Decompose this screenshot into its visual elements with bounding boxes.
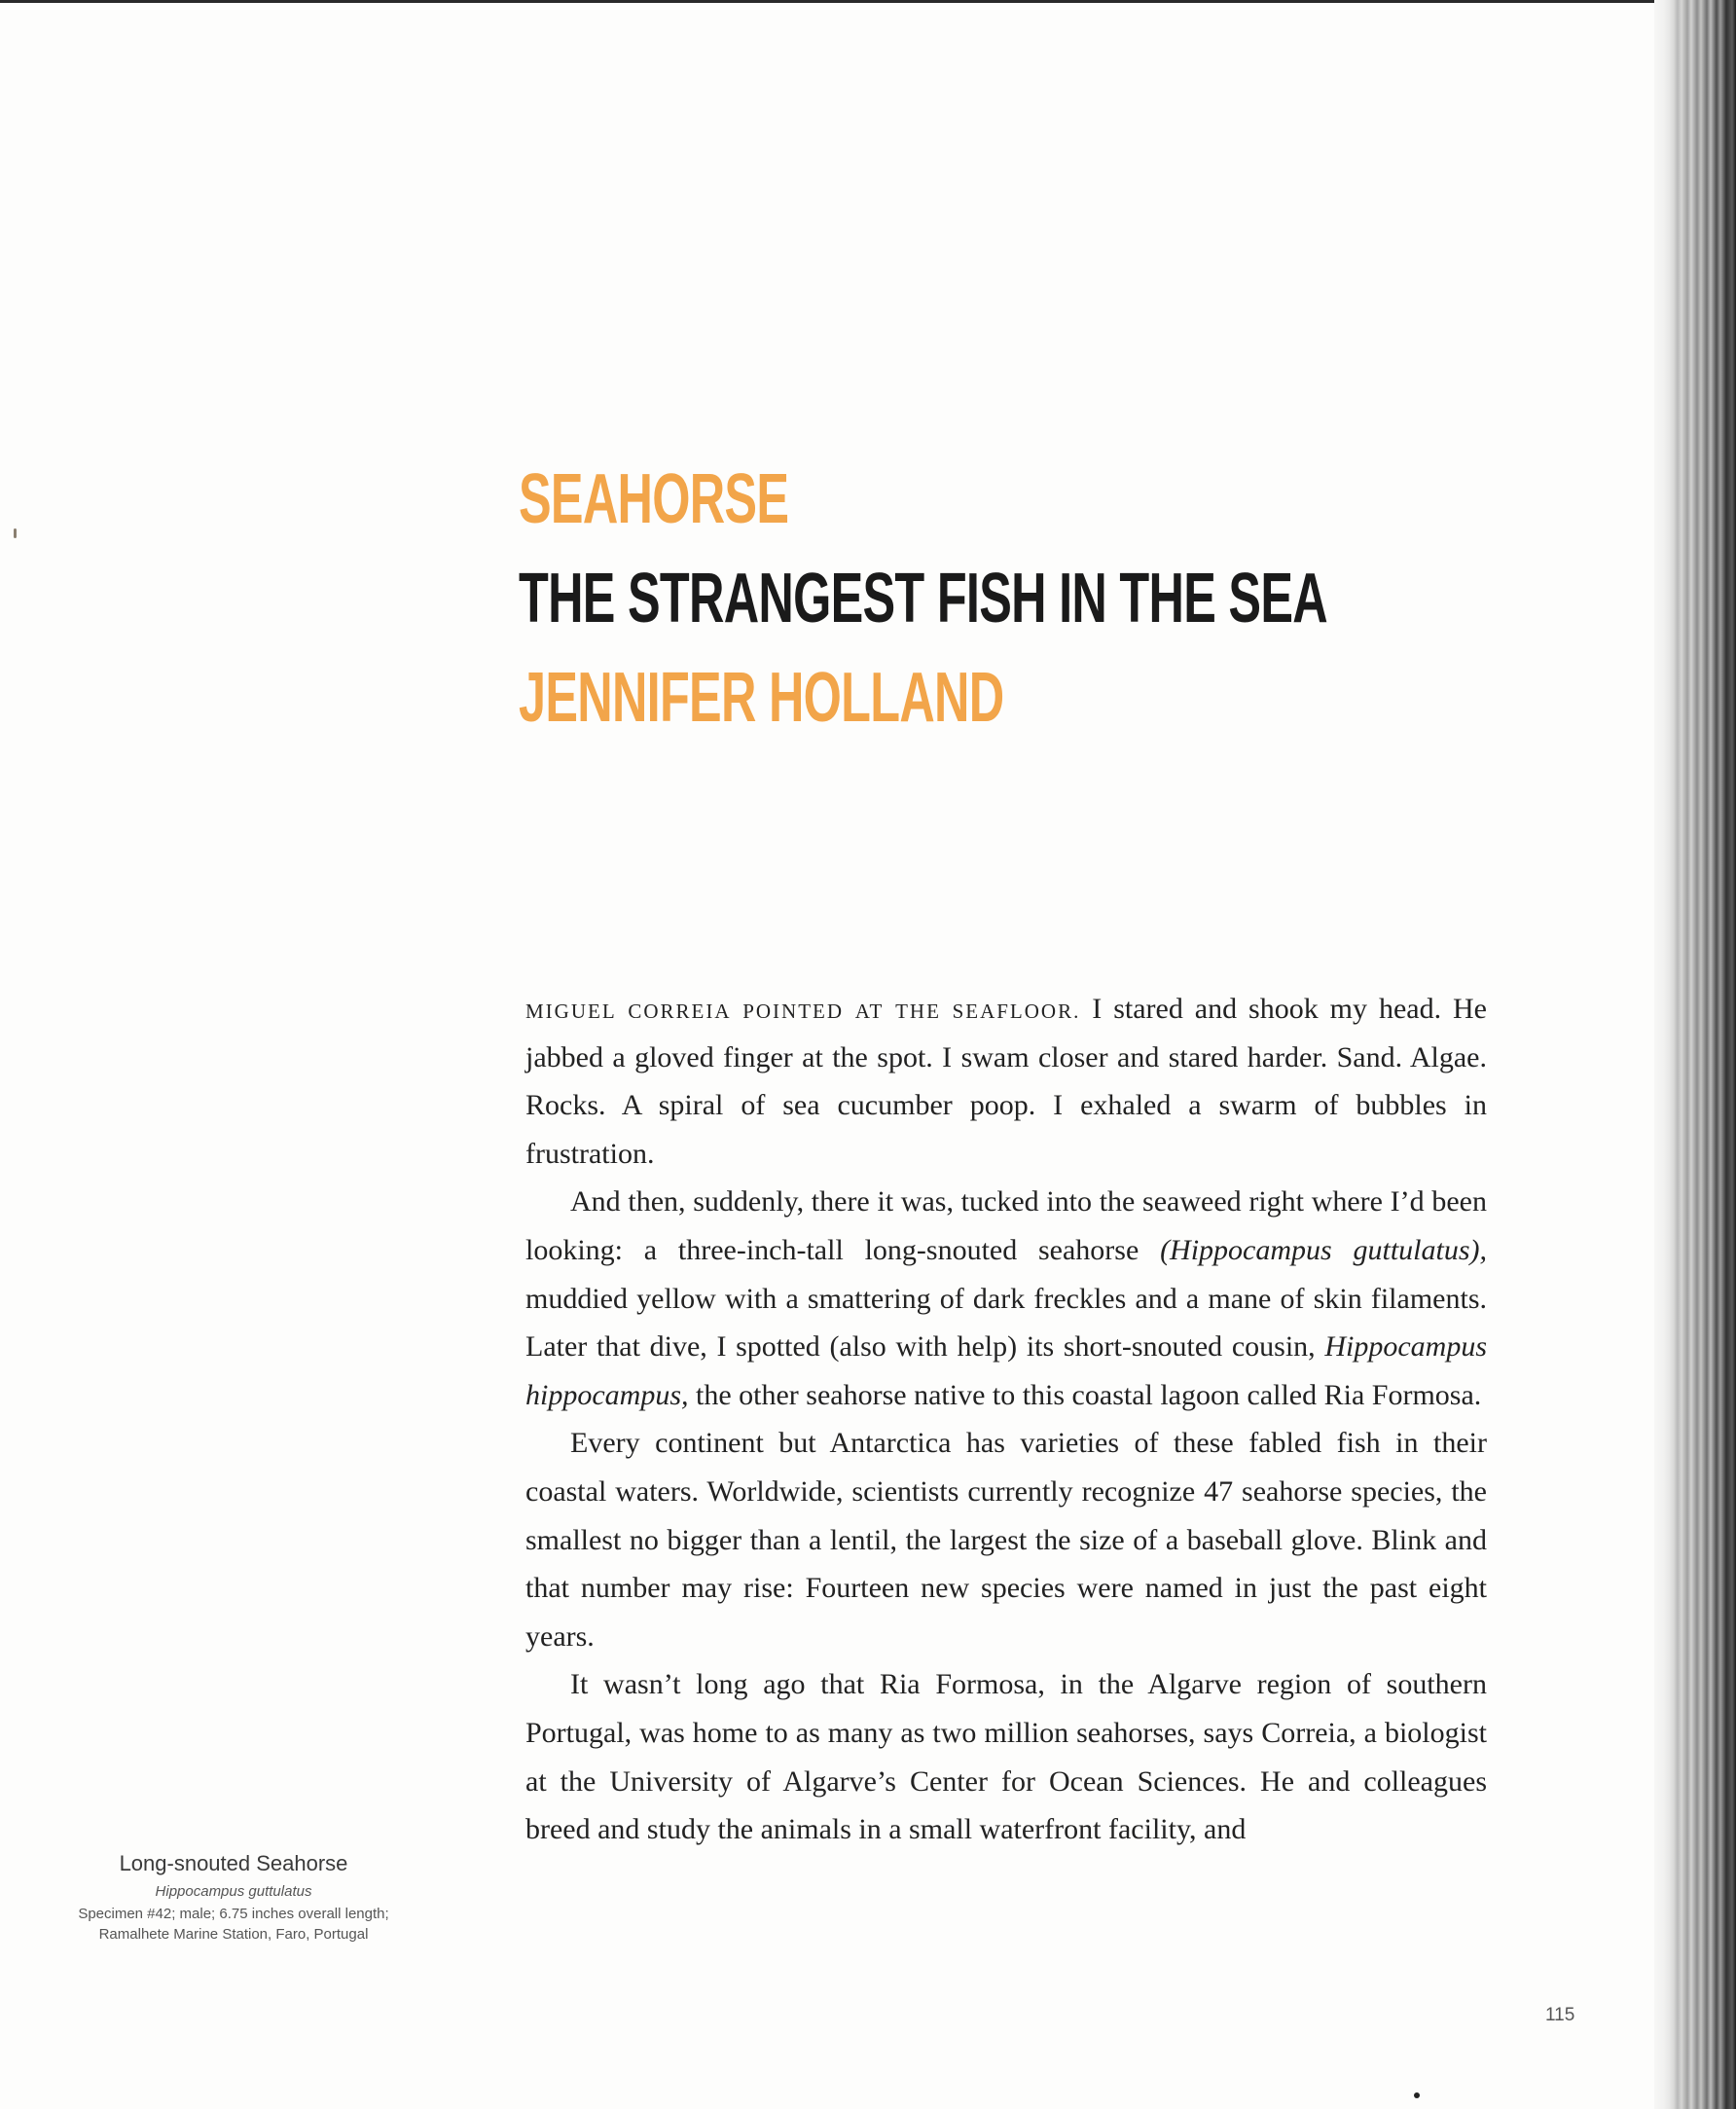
caption-scientific-name: Hippocampus guttulatus <box>155 1883 312 1900</box>
paragraph-2-text-c: the other seahorse native to this coastal lagoon called Ria Formosa. <box>688 1378 1482 1411</box>
page-top-edge <box>0 0 1654 3</box>
paragraph-2-text-a: And then, suddenly, there it was, tucked into the seaweed right where I’d been looking: a three-inch-tall long-snouted seahorse <box>525 1185 1487 1266</box>
print-speck <box>1414 2092 1420 2098</box>
caption-title: Long-snouted Seahorse <box>119 1851 348 1875</box>
paragraph-3: Every continent but Antarctica has varieties of these fabled fish in their coastal waters. Worldwide, scientists currently recognize 47 seahorse species, the smallest no bigger than a lentil, the largest the size of a baseball glove. Blink and that number may rise: Fourteen new species were named in just the past eight years. <box>525 1427 1487 1653</box>
binding-mark <box>14 528 17 538</box>
chapter-title-block <box>519 450 1327 747</box>
paragraph-2-text-b: muddied yellow with a smattering of dark freckles and a mane of skin filaments. Later that dive, I spotted (also with help) its short-snouted cousin, <box>525 1282 1487 1364</box>
paragraph-2 <box>525 1178 1487 1419</box>
chapter-subtitle: THE STRANGEST FISH IN THE SEA <box>519 560 1327 637</box>
scientific-name-hippocampus: Hippocampus hippocampus, <box>525 1330 1487 1411</box>
lead-in-small-caps: miguel correia pointed at the seafloor. <box>525 993 1081 1025</box>
book-edge <box>1654 0 1736 2109</box>
paragraph-1-text: I stared and shook my head. He jabbed a gloved finger at the spot. I swam closer and stared harder. Sand. Algae. Rocks. A spiral of sea cucumber poop. I exhaled a swarm of bubbles in frustration. <box>525 993 1487 1170</box>
caption-detail-line-1: Specimen #42; male; 6.75 inches overall length; <box>78 1906 389 1922</box>
chapter-title: SEAHORSE <box>519 460 789 538</box>
scientific-name-guttulatus: (Hippocampus guttulatus), <box>1160 1233 1487 1266</box>
paragraph-4: It wasn’t long ago that Ria Formosa, in the Algarve region of southern Portugal, was home to as many as two million seahorses, says Correia, a biologist at the University of Algarve’s Center for Ocean Sciences. He and colleagues breed and study the animals in a small waterfront facility, and <box>525 1668 1487 1846</box>
specimen-caption <box>39 1847 428 1945</box>
author-name: JENNIFER HOLLAND <box>519 659 1004 737</box>
caption-detail-line-2: Ramalhete Marine Station, Faro, Portugal <box>98 1926 369 1943</box>
article-body <box>525 985 1487 1854</box>
paragraph-1 <box>525 985 1487 1178</box>
page-number: 115 <box>1545 2005 1575 2025</box>
